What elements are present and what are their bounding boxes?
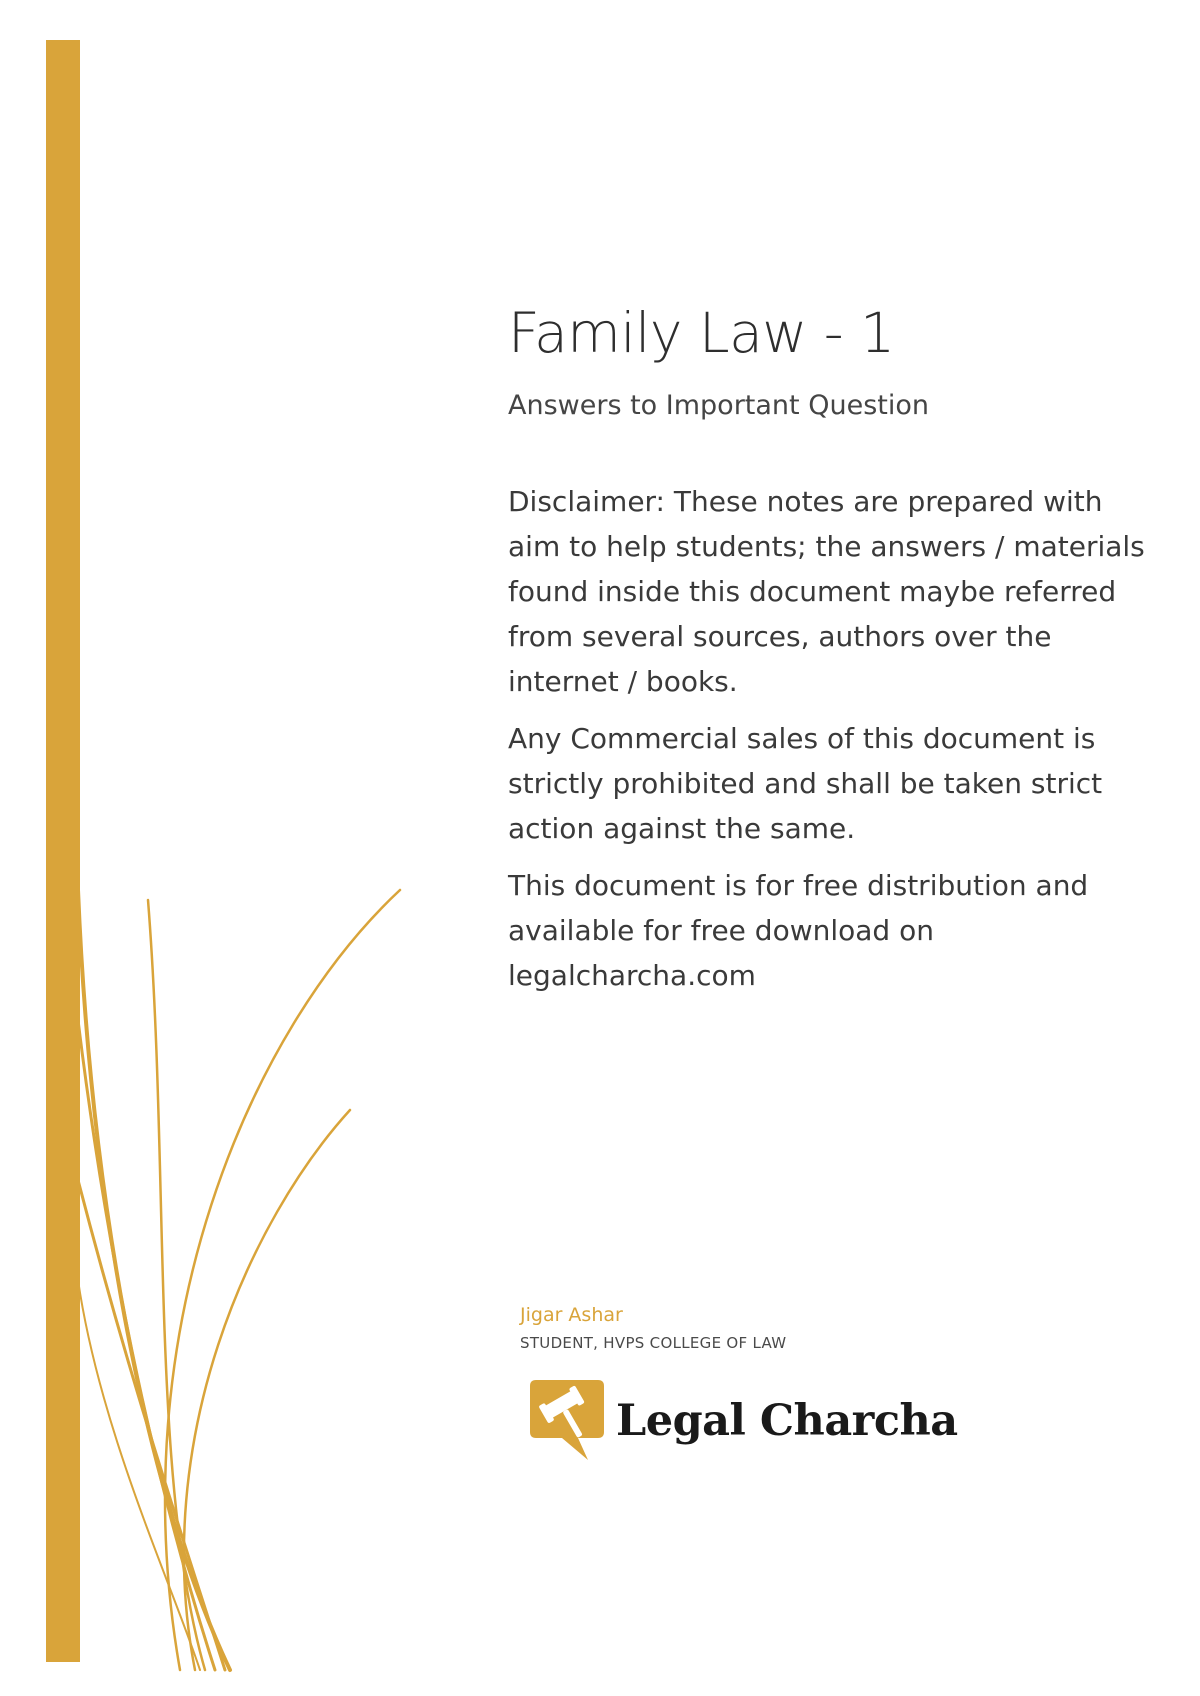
disclaimer: [508, 479, 1148, 998]
decorative-grass: [0, 880, 420, 1680]
document-subtitle: Answers to Important Question: [508, 390, 929, 421]
cover-content: [508, 300, 1148, 1010]
author-name: Jigar Ashar: [520, 1304, 623, 1326]
gavel-speech-bubble-icon: [526, 1376, 608, 1466]
disclaimer-paragraph: Disclaimer: These notes are prepared with aim to help students; the answers / materials found inside this document maybe referred from several sources, authors over the internet / books.: [508, 485, 1145, 699]
brand-logo: [526, 1376, 958, 1466]
brand-name: Legal Charcha: [616, 1396, 958, 1446]
disclaimer-paragraph: This document is for free distribution and available for free download on legalcharcha.com: [508, 869, 1089, 993]
author-role: STUDENT, HVPS COLLEGE OF LAW: [520, 1334, 787, 1352]
document-title: Family Law - 1: [508, 301, 895, 365]
author-block: [520, 1304, 786, 1352]
disclaimer-paragraph: Any Commercial sales of this document is strictly prohibited and shall be taken strict action against the same.: [508, 722, 1103, 846]
